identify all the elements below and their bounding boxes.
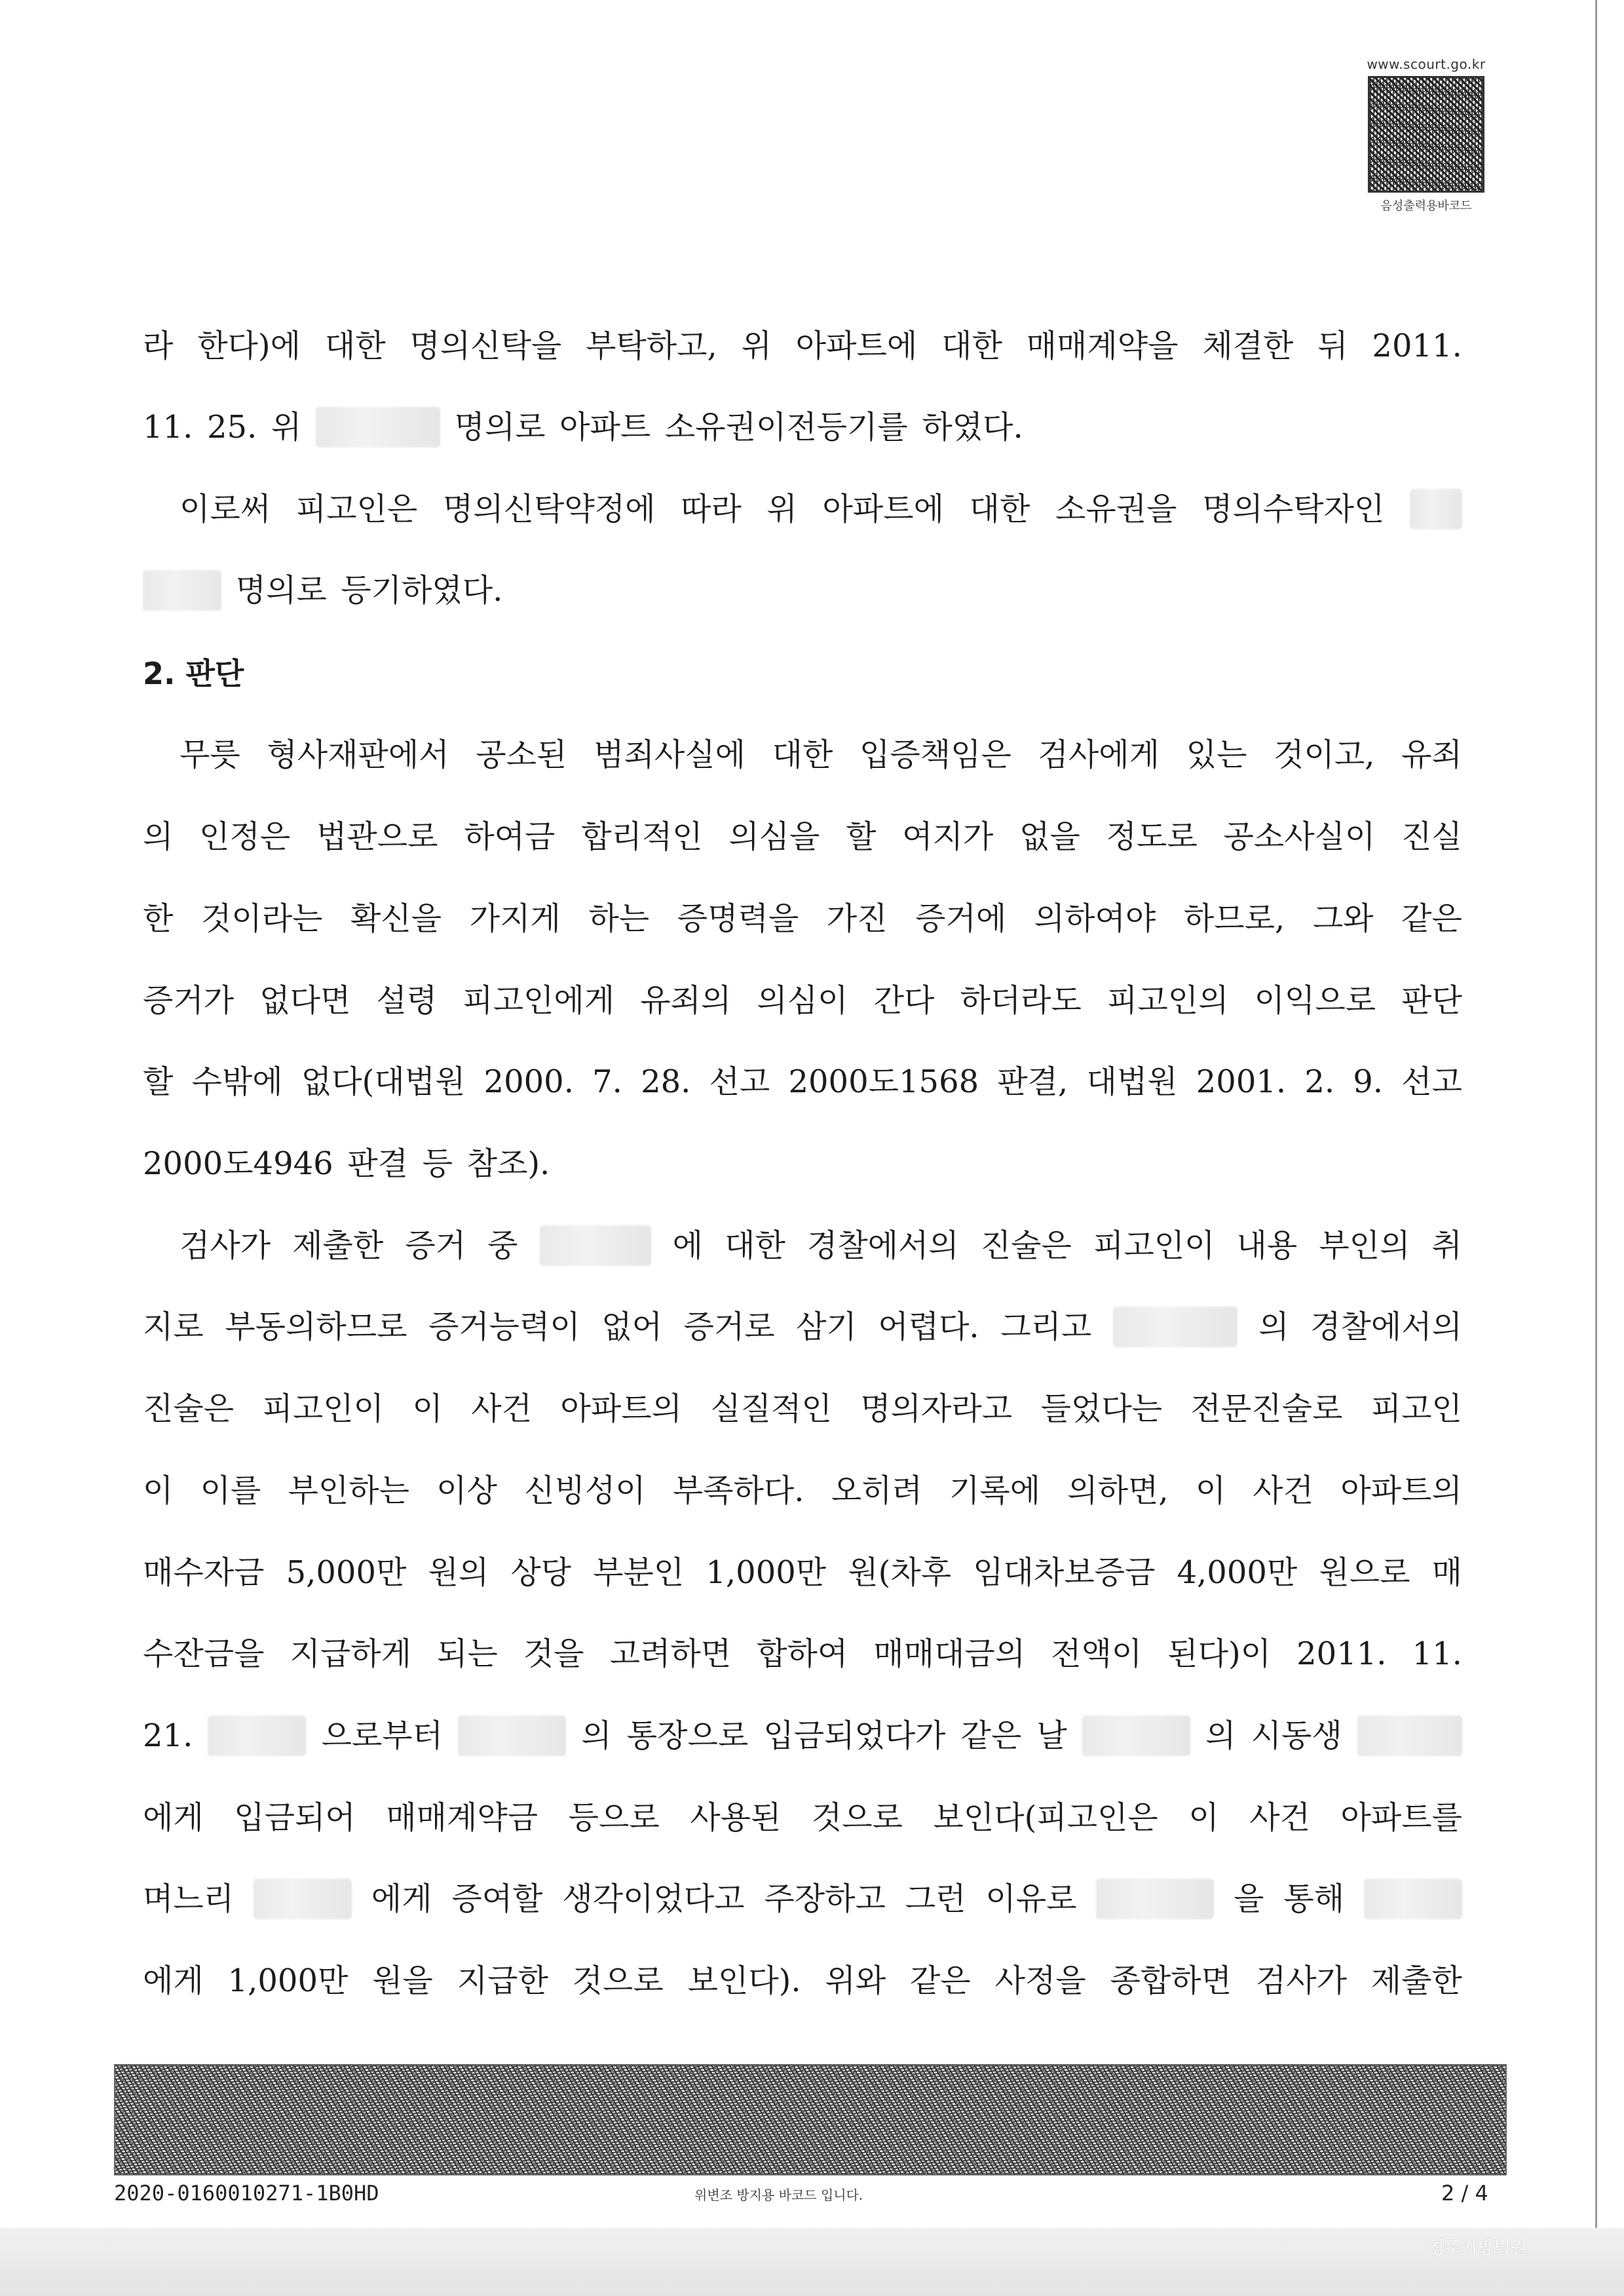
word: 제출한 <box>292 1227 384 1264</box>
redacted-name <box>143 570 221 611</box>
word: 11. <box>143 409 193 446</box>
word: 할 <box>846 818 877 855</box>
word: 시동생 <box>1251 1717 1342 1754</box>
text-line <box>143 1713 1462 1759</box>
word: 취 <box>1431 1227 1462 1264</box>
word: 피고인이 <box>262 1390 385 1427</box>
word: 사건 <box>1253 1472 1314 1509</box>
word: 진술은 <box>980 1227 1072 1264</box>
word: 1,000만 <box>706 1554 827 1591</box>
text-line <box>143 404 1462 450</box>
word: 2001. <box>1196 1063 1287 1100</box>
word: 사건 <box>1249 1799 1310 1836</box>
word: 4,000만 <box>1177 1554 1298 1591</box>
text-line <box>143 1876 1462 1922</box>
word: 의하여야 <box>1034 900 1156 937</box>
word: 한다)에 <box>197 328 301 364</box>
word: 2000도1568 <box>788 1063 979 1100</box>
word: 판결, <box>997 1063 1068 1100</box>
word: 2000. <box>483 1063 574 1100</box>
word: 매매계약금 <box>386 1799 538 1836</box>
word: 원의 <box>428 1554 489 1591</box>
word: 공소사실이 <box>1223 818 1376 855</box>
word: 부탁하고, <box>586 328 717 364</box>
word: 위 <box>766 491 797 527</box>
word: 피고인 <box>1370 1390 1462 1427</box>
word: 사정을 <box>994 1962 1086 1999</box>
word: 사건 <box>471 1390 533 1427</box>
word: 것으로 <box>572 1962 664 1999</box>
word: 지로 <box>143 1309 204 1345</box>
word: 경찰에서의 <box>1310 1309 1462 1345</box>
word: 따라 <box>681 491 742 527</box>
word: 참조). <box>466 1145 550 1182</box>
word: 주장하고 <box>764 1881 886 1917</box>
word: 진실 <box>1401 818 1462 855</box>
word: 증여할 <box>451 1881 543 1917</box>
text-line <box>143 1059 1462 1105</box>
word: 이익으로 <box>1254 982 1376 1019</box>
text-line <box>179 1223 1462 1269</box>
anti-forgery-barcode <box>114 2064 1507 2175</box>
word: 명의신탁약정에 <box>442 491 656 527</box>
word: 없어 <box>601 1309 663 1345</box>
text-line <box>179 732 1462 778</box>
qr-block <box>1364 56 1488 214</box>
word: 사용된 <box>690 1799 782 1836</box>
word: 의 <box>581 1717 612 1754</box>
word: 보인다). <box>687 1962 801 1999</box>
text-line <box>143 1386 1462 1432</box>
word: 아파트에 <box>822 491 944 527</box>
word: 할 <box>143 1063 174 1100</box>
word: 하므로, <box>1183 900 1285 937</box>
word: 확신을 <box>350 900 442 937</box>
word: 가진 <box>826 900 888 937</box>
word: 하는 <box>588 900 650 937</box>
redacted-name <box>1082 1715 1190 1756</box>
redacted-name <box>458 1715 566 1756</box>
text-line <box>143 567 1462 613</box>
word: 것을 <box>523 1636 584 1672</box>
word: 소유권을 <box>1055 491 1177 527</box>
word: 에게 <box>143 1962 204 1999</box>
word: 경찰에서의 <box>806 1227 959 1264</box>
word: 무릇 <box>179 737 240 773</box>
word: 진술은 <box>143 1390 235 1427</box>
word: 것으로 <box>811 1799 903 1836</box>
word: 삼기 <box>796 1309 857 1345</box>
word: 범죄사실에 <box>594 737 746 773</box>
word: 아파트의 <box>560 1390 682 1427</box>
redacted-name <box>1364 1879 1462 1919</box>
word: 검사가 <box>179 1227 271 1264</box>
document-id: 2020-0160010271-1B0HD <box>114 2181 379 2206</box>
word: 소유권이전등기를 <box>664 409 908 446</box>
text-line <box>179 486 1462 532</box>
word: 피고인의 <box>1107 982 1229 1019</box>
court-url: www.scourt.go.kr <box>1367 56 1486 72</box>
word: 매매대금의 <box>873 1636 1026 1672</box>
section-heading: 2. 판단 <box>143 656 244 691</box>
text-line <box>143 1141 1462 1187</box>
text-line <box>143 814 1462 860</box>
word: 판결 <box>347 1145 409 1182</box>
word: 25. <box>206 409 257 446</box>
court-watermark: 청주지방법원 <box>1428 2238 1527 2258</box>
word: 기록에 <box>949 1472 1041 1509</box>
word: 이상 <box>436 1472 497 1509</box>
word: 된다)이 <box>1167 1636 1272 1672</box>
word: 명의수탁자인 <box>1202 491 1385 527</box>
redacted-name <box>208 1715 306 1756</box>
word: 것이라는 <box>200 900 323 937</box>
word: 판단 <box>1401 982 1462 1019</box>
redacted-name <box>1096 1879 1214 1919</box>
word: 그와 <box>1312 900 1374 937</box>
word: 아파트 <box>559 409 651 446</box>
word: 아파트를 <box>1340 1799 1462 1836</box>
word: 입금되어 <box>234 1799 356 1836</box>
text-line <box>143 1468 1462 1514</box>
word: 을 <box>1234 1881 1264 1917</box>
word: 가지게 <box>469 900 561 937</box>
word: 매수자금 <box>143 1554 265 1591</box>
redacted-name <box>1357 1715 1462 1756</box>
word: 전문진술로 <box>1190 1390 1343 1427</box>
word: 부족하다. <box>672 1472 804 1509</box>
word: 부인하는 <box>288 1472 409 1509</box>
redacted-name <box>254 1879 352 1919</box>
word: 의하면, <box>1067 1472 1169 1509</box>
word: 선고 <box>709 1063 770 1100</box>
word: 보인다(피고인은 <box>933 1799 1158 1836</box>
word: 21. <box>143 1717 193 1754</box>
word: 5,000만 <box>286 1554 407 1591</box>
qr-caption: 음성출력용바코드 <box>1380 199 1472 213</box>
word: 며느리 <box>143 1881 235 1917</box>
word: 간다 <box>873 982 935 1019</box>
barcode-note: 위변조 방지용 바코드 입니다. <box>694 2187 863 2203</box>
word: 매 <box>1431 1554 1462 1591</box>
word: 2. <box>1304 1063 1335 1100</box>
word: 형사재판에서 <box>267 737 449 773</box>
word: 11. <box>1412 1636 1462 1672</box>
word: 그런 <box>905 1881 966 1917</box>
word: 위와 <box>825 1962 886 1999</box>
word: 하여금 <box>464 818 556 855</box>
word: 임대차보증금 <box>973 1554 1156 1591</box>
word: 대법원 <box>1086 1063 1178 1100</box>
word: 대한 <box>941 328 1002 364</box>
word: 피고인에게 <box>463 982 615 1019</box>
text-line <box>143 1631 1462 1677</box>
text-line <box>143 1958 1462 2004</box>
word: 의 <box>143 818 174 855</box>
word: 9. <box>1353 1063 1384 1100</box>
word: 어렵다. <box>878 1309 979 1345</box>
word: 명의신탁을 <box>409 328 562 364</box>
word: 상당 <box>510 1554 572 1591</box>
text-line <box>143 1795 1462 1841</box>
word: 합하여 <box>757 1636 848 1672</box>
word: 뒤 <box>1317 328 1348 364</box>
word: 부인의 <box>1319 1227 1410 1264</box>
word: 설령 <box>376 982 438 1019</box>
word: 신빙성이 <box>524 1472 646 1509</box>
word: 하였다. <box>922 409 1023 446</box>
word: 으로부터 <box>321 1717 444 1754</box>
text-line <box>143 978 1462 1024</box>
word: 이를 <box>200 1472 261 1509</box>
word: 대한 <box>772 737 833 773</box>
word: 부동의하므로 <box>225 1309 407 1345</box>
redacted-name <box>1113 1307 1237 1347</box>
word: 2011. <box>1372 328 1462 364</box>
word: 종합하면 <box>1110 1962 1232 1999</box>
word: 매매계약을 <box>1026 328 1179 364</box>
word: 오히려 <box>831 1472 922 1509</box>
word: 한 <box>143 900 174 937</box>
word: 생각이었다고 <box>562 1881 745 1917</box>
word: 그리고 <box>1000 1309 1092 1345</box>
word: 의심이 <box>757 982 848 1019</box>
word: 제출한 <box>1370 1962 1462 1999</box>
word: 실질적인 <box>710 1390 832 1427</box>
word: 유죄의 <box>640 982 732 1019</box>
word: 원을 <box>372 1962 433 1999</box>
word: 선고 <box>1401 1063 1462 1100</box>
word: 들었다는 <box>1040 1390 1163 1427</box>
word: 통장으로 <box>626 1717 749 1754</box>
word: 내용 <box>1236 1227 1298 1264</box>
word: 증거에 <box>915 900 1007 937</box>
word: 이 <box>412 1390 443 1427</box>
word: 28. <box>641 1063 691 1100</box>
word: 2000도4946 <box>143 1145 333 1182</box>
word: 에 <box>672 1227 704 1264</box>
word: 없다면 <box>259 982 351 1019</box>
word: 이로써 <box>179 491 271 527</box>
page-number: 2 / 4 <box>1441 2181 1488 2206</box>
word: 입금되었다가 <box>763 1717 946 1754</box>
word: 증거능력이 <box>428 1309 580 1345</box>
word: 명의로 <box>235 572 327 609</box>
word: 중 <box>487 1227 518 1264</box>
word: 법관으로 <box>316 818 438 855</box>
word: 합리적인 <box>581 818 703 855</box>
word: 이 <box>143 1472 174 1509</box>
word: 라 <box>143 328 174 364</box>
word: 있는 <box>1186 737 1247 773</box>
word: 대한 <box>969 491 1030 527</box>
word: 증거 <box>405 1227 466 1264</box>
word: 수밖에 <box>191 1063 283 1100</box>
word: 에게 <box>371 1881 432 1917</box>
word: 체결한 <box>1202 328 1294 364</box>
word: 하더라도 <box>960 982 1082 1019</box>
qr-code-icon <box>1368 76 1484 193</box>
word: 의심을 <box>728 818 820 855</box>
word: 유죄 <box>1401 737 1462 773</box>
word: 같은 <box>910 1962 971 1999</box>
word: 의 <box>1205 1717 1236 1754</box>
word: 대한 <box>725 1227 785 1264</box>
word: 여지가 <box>902 818 994 855</box>
text-line <box>143 1304 1462 1350</box>
word: 증명력을 <box>677 900 799 937</box>
word: 공소된 <box>476 737 567 773</box>
word: 없을 <box>1019 818 1080 855</box>
word: 1,000만 <box>227 1962 349 1999</box>
word: 아파트의 <box>1340 1472 1462 1509</box>
word: 피고인은 <box>295 491 418 527</box>
word: 통해 <box>1283 1881 1345 1917</box>
word: 7. <box>592 1063 622 1100</box>
word: 피고인이 <box>1093 1227 1215 1264</box>
text-line <box>143 896 1462 942</box>
word: 대한 <box>324 328 386 364</box>
word: 명의로 <box>454 409 546 446</box>
redacted-name <box>540 1225 651 1266</box>
word: 고려하면 <box>609 1636 732 1672</box>
word: 부분인 <box>593 1554 685 1591</box>
word: 원(차후 <box>848 1554 952 1591</box>
redacted-name <box>316 407 440 448</box>
word: 지급하게 <box>290 1636 411 1672</box>
word: 지급한 <box>457 1962 548 1999</box>
word: 같은 <box>1401 900 1462 937</box>
word: 입증책임은 <box>859 737 1011 773</box>
word: 없다(대법원 <box>301 1063 466 1100</box>
scan-shadow <box>0 2228 1624 2296</box>
word: 이 <box>1188 1799 1219 1836</box>
text-line <box>143 323 1462 369</box>
word: 이유로 <box>985 1881 1077 1917</box>
word: 의 <box>1258 1309 1289 1345</box>
word: 증거로 <box>683 1309 775 1345</box>
word: 인정은 <box>199 818 291 855</box>
word: 날 <box>1036 1717 1067 1754</box>
word: 검사에게 <box>1038 737 1160 773</box>
word: 검사가 <box>1255 1962 1347 1999</box>
word: 아파트에 <box>795 328 918 364</box>
text-line <box>143 1550 1462 1596</box>
word: 정도로 <box>1106 818 1198 855</box>
word: 되는 <box>437 1636 498 1672</box>
word: 증거가 <box>143 982 235 1019</box>
word: 이 <box>1195 1472 1226 1509</box>
word: 명의자라고 <box>860 1390 1013 1427</box>
word: 위 <box>271 409 302 446</box>
word: 위 <box>741 328 772 364</box>
redacted-name <box>1410 489 1462 529</box>
word: 등기하였다. <box>341 572 503 609</box>
word: 2011. <box>1296 1636 1387 1672</box>
word: 전액이 <box>1051 1636 1142 1672</box>
word: 등으로 <box>568 1799 660 1836</box>
word: 원으로 <box>1319 1554 1410 1591</box>
word: 같은 <box>960 1717 1022 1754</box>
word: 에게 <box>143 1799 204 1836</box>
word: 것이고, <box>1274 737 1375 773</box>
word: 등 <box>422 1145 453 1182</box>
word: 수잔금을 <box>143 1636 265 1672</box>
